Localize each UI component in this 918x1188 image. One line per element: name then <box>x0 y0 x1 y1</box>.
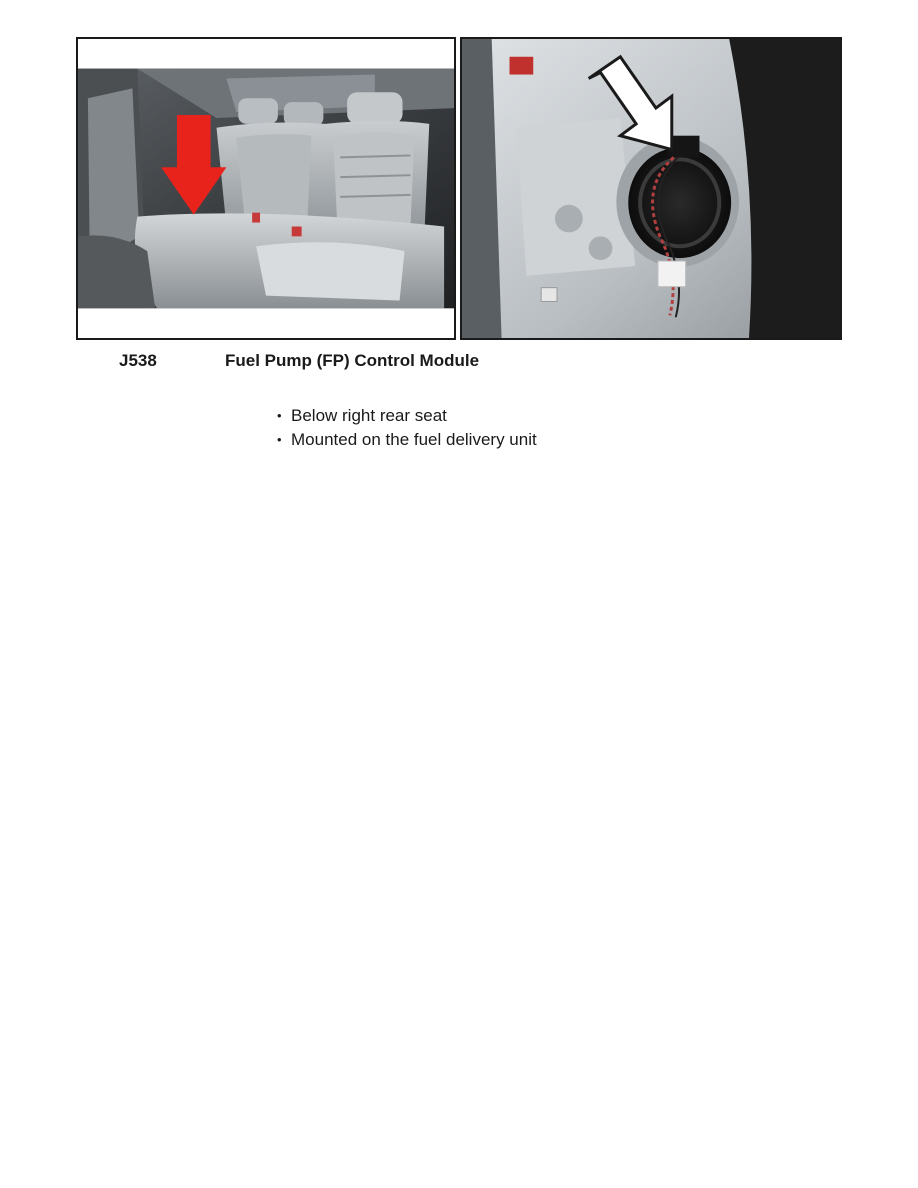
component-code: J538 <box>119 351 157 370</box>
list-item: • Below right rear seat <box>277 404 537 428</box>
list-item: • Mounted on the fuel delivery unit <box>277 428 537 452</box>
component-title: Fuel Pump (FP) Control Module <box>225 351 480 370</box>
location-notes <box>277 404 537 452</box>
fuel-delivery-unit-photo <box>460 37 842 340</box>
figure-caption <box>119 350 479 372</box>
rear-seat-illustration <box>78 39 454 338</box>
rear-seat-photo <box>76 37 456 340</box>
fuel-delivery-unit-illustration <box>462 39 840 338</box>
